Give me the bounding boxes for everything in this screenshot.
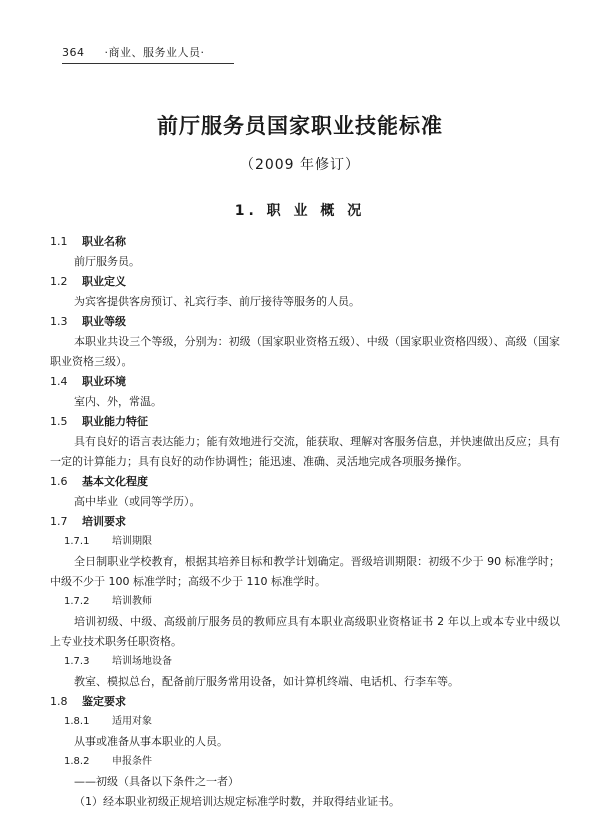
heading-1-5 xyxy=(50,412,560,432)
paragraph-1-7-3: 教室、模拟总台，配备前厅服务常用设备，如计算机终端、电话机、行李车等。 xyxy=(74,675,459,688)
heading-1-4 xyxy=(50,372,560,392)
heading-text: 培训要求 xyxy=(82,515,126,528)
heading-text: 职业环境 xyxy=(82,375,126,388)
heading-number: 1.8.2 xyxy=(64,756,90,767)
heading-text: 适用对象 xyxy=(112,716,152,727)
paragraph-1-8-1: 从事或准备从事本职业的人员。 xyxy=(74,735,228,748)
paragraph-1-7-2: 培训初级、中级、高级前厅服务员的教师应具有本职业高级职业资格证书 2 年以上或本专业中级以上专业技术职务任职资格。 xyxy=(50,615,560,648)
heading-text: 鉴定要求 xyxy=(82,695,126,708)
running-title: ·商业、服务业人员· xyxy=(104,46,205,59)
heading-1-8-2 xyxy=(50,752,560,772)
paragraph-1-2: 为宾客提供客房预订、礼宾行李、前厅接待等服务的人员。 xyxy=(74,295,360,308)
heading-1-8 xyxy=(50,692,560,712)
heading-number: 1.7.1 xyxy=(64,536,90,547)
paragraph-1-7-1: 全日制职业学校教育，根据其培养目标和教学计划确定。晋级培训期限：初级不少于 90 标准学时；中级不少于 100 标准学时；高级不少于 110 标准学时。 xyxy=(50,555,560,588)
document-title: 前厅服务员国家职业技能标准 xyxy=(157,114,443,138)
heading-1-7-1 xyxy=(50,532,560,552)
heading-text: 职业能力特征 xyxy=(82,415,148,428)
heading-text: 培训场地设备 xyxy=(112,656,172,667)
heading-number: 1.4 xyxy=(50,375,68,388)
heading-text: 培训教师 xyxy=(112,596,152,607)
heading-text: 职业名称 xyxy=(82,235,126,248)
heading-number: 1.1 xyxy=(50,235,68,248)
section-title: 1. 职 业 概 况 xyxy=(234,203,366,219)
heading-1-2 xyxy=(50,272,560,292)
heading-text: 申报条件 xyxy=(112,756,152,767)
document-subtitle: （2009 年修订） xyxy=(239,157,361,173)
paragraph-1-5: 具有良好的语言表达能力；能有效地进行交流，能获取、理解对客服务信息，并快速做出反应；具有一定的计算能力；具有良好的动作协调性；能迅速、准确、灵活地完成各项服务操作。 xyxy=(50,435,560,468)
heading-number: 1.6 xyxy=(50,475,68,488)
heading-1-7 xyxy=(50,512,560,532)
paragraph-1-8-2-b: （1）经本职业初级正规培训达规定标准学时数，并取得结业证书。 xyxy=(74,795,400,808)
heading-1-3 xyxy=(50,312,560,332)
paragraph-1-4: 室内、外，常温。 xyxy=(74,395,162,408)
heading-number: 1.8.1 xyxy=(64,716,90,727)
paragraph-1-6: 高中毕业（或同等学历）。 xyxy=(74,495,201,508)
paragraph-1-1: 前厅服务员。 xyxy=(74,255,140,268)
heading-text: 培训期限 xyxy=(112,536,152,547)
heading-number: 1.7.2 xyxy=(64,596,90,607)
heading-text: 职业定义 xyxy=(82,275,126,288)
heading-number: 1.8 xyxy=(50,695,68,708)
page-number: 364 xyxy=(62,46,85,59)
heading-1-7-3 xyxy=(50,652,560,672)
heading-number: 1.2 xyxy=(50,275,68,288)
heading-text: 基本文化程度 xyxy=(82,475,148,488)
paragraph-1-3: 本职业共设三个等级，分别为：初级（国家职业资格五级）、中级（国家职业资格四级）、高级（国家职业资格三级）。 xyxy=(50,335,560,368)
document-body xyxy=(50,232,560,812)
heading-1-6 xyxy=(50,472,560,492)
heading-number: 1.7.3 xyxy=(64,656,90,667)
heading-number: 1.7 xyxy=(50,515,68,528)
paragraph-1-8-2-a: ——初级（具备以下条件之一者） xyxy=(74,775,239,788)
running-header xyxy=(62,44,234,64)
heading-1-8-1 xyxy=(50,712,560,732)
heading-1-1 xyxy=(50,232,560,252)
heading-1-7-2 xyxy=(50,592,560,612)
heading-number: 1.5 xyxy=(50,415,68,428)
heading-text: 职业等级 xyxy=(82,315,126,328)
heading-number: 1.3 xyxy=(50,315,68,328)
